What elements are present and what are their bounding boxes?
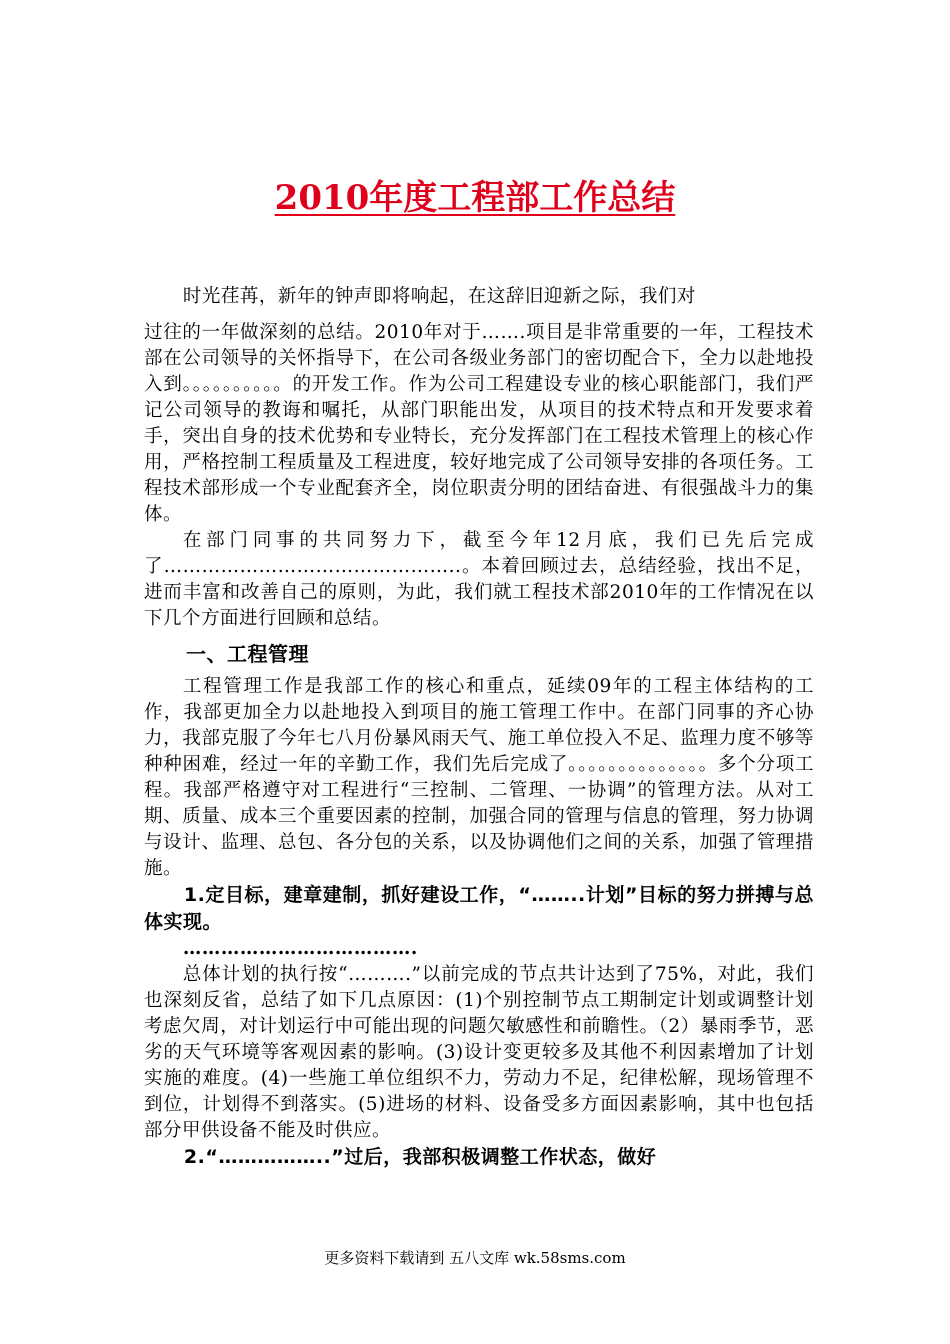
paragraph-engineering-management: 工程管理工作是我部工作的核心和重点，延续09年的工程主体结构的工作，我部更加全力以赴地投入到项目的施工管理工作中。在部门同事的齐心协力，我部克服了今年七八月份暴风雨天气、施工单位投入不足、监理力度不够等种种困难，经过一年的辛勤工作，我们先后完成了。。。。。。。。。。。。。。多个分项工程。我部严格遵守对工程进行“三控制、二管理、一协调”的管理方法。从对工期、质量、成本三个重要因素的控制，加强合同的管理与信息的管理，努力协调与设计、监理、总包、各分包的关系，以及协调他们之间的关系，加强了管理措施。	[144, 676, 814, 879]
subsection-heading-1: 1.定目标，建章建制，抓好建设工作，“……..计划”目标的努力拼搏与总体实现。	[144, 884, 814, 933]
paragraph-progress: 在部门同事的共同努力下，截至今年12月底，我们已先后完成了………………………………………..。本着回顾过去，总结经验，找出不足，进而丰富和改善自己的原则，为此，我们就工程技术部2010年的工作情况在以下几个方面进行回顾和总结。	[144, 530, 814, 629]
paragraph-intro-first-line: 时光荏苒，新年的钟声即将响起，在这辞旧迎新之际，我们对	[182, 286, 696, 307]
paragraph-intro-continued: 过往的一年做深刻的总结。2010年对于…….项目是非常重要的一年，工程技术部在公司领导的关怀指导下，在公司各级业务部门的密切配合下，全力以赴地投入到。。。。。。。。。。的开发工作。作为公司工程建设专业的核心职能部门，我们严记公司领导的教诲和嘱托，从部门职能出发，从项目的技术特点和开发要求着手，突出自身的技术优势和专业特长，充分发挥部门在工程技术管理上的核心作用，严格控制工程质量及工程进度，较好地完成了公司领导安排的各项任务。工程技术部形成一个专业配套齐全，岗位职责分明的团结奋进、有很强战斗力的集体。	[144, 322, 814, 525]
paragraph-intro	[144, 284, 814, 310]
dots-line: ……………………………….	[182, 938, 418, 959]
document-body	[144, 284, 814, 1171]
page-footer: 更多资料下载请到 五八文库 wk.58sms.com	[324, 1249, 626, 1267]
section-heading-engineering-management: 一、工程管理	[186, 642, 309, 666]
paragraph-plan-execution: 总体计划的执行按“……….”以前完成的节点共计达到了75%，对此，我们也深刻反省，总结了如下几点原因：(1)个别控制节点工期制定计划或调整计划考虑欠周，对计划运行中可能出现的问题欠敏感性和前瞻性。（2）暴雨季节，恶劣的天气环境等客观因素的影响。(3)设计变更较多及其他不利因素增加了计划实施的难度。(4)一些施工单位组织不力，劳动力不足，纪律松解，现场管理不到位，计划得不到落实。(5)进场的材料、设备受多方面因素影响，其中也包括部分甲供设备不能及时供应。	[144, 964, 814, 1141]
document-title	[0, 176, 950, 220]
subsection-heading-2: 2.“……………..”过后，我部积极调整工作状态，做好	[183, 1146, 657, 1168]
document-title-text: 2010年度工程部工作总结	[274, 178, 676, 218]
